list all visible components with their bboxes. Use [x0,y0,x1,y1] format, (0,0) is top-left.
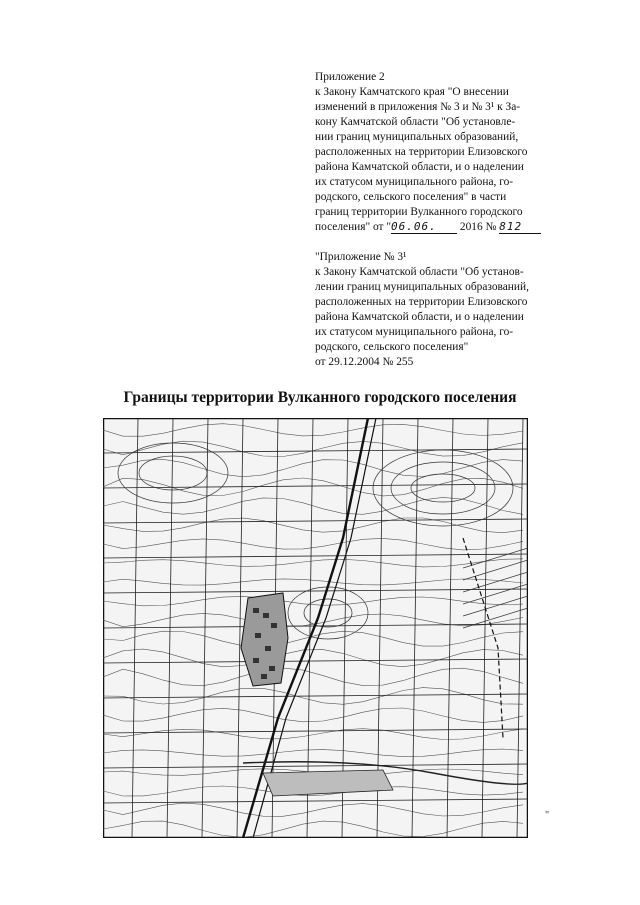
year-text: 2016 № [459,221,497,233]
topographic-map [103,418,528,838]
appendix-3-line: от 29.12.2004 № 255 [315,356,414,368]
appendix-2-line: расположенных на территории Елизовского [315,146,528,158]
handwritten-date: 06.06. [391,220,457,234]
appendix-3-line: лении границ муниципальных образований, [315,281,529,293]
appendix-2-line: границ территории Вулканного городского [315,206,523,218]
page-title: Границы территории Вулканного городского поселения [123,389,517,406]
appendix-2-line: кону Камчатской области "Об установле- [315,116,516,128]
appendix-3-heading: "Приложение № 3¹ [315,251,407,263]
appendix-2-line: их статусом муниципального района, го- [315,176,514,188]
date-prefix: поселения" от " [315,221,392,233]
appendix-2-line: изменений в приложения № 3 и № 3¹ к За- [315,101,521,113]
appendix-2-line: района Камчатской области, и о наделении [315,161,524,173]
corner-mark: " [545,810,550,821]
appendix-3-line: к Закону Камчатской области "Об установ- [315,266,524,278]
appendix-3-line: их статусом муниципального района, го- [315,326,514,338]
appendix-2-line: нии границ муниципальных образований, [315,131,519,143]
appendix-3-line: родского, сельского поселения" [315,341,469,353]
appendix-2-date-line [315,220,555,235]
appendix-2-heading: Приложение 2 [315,71,385,83]
appendix-3-line: района Камчатской области, и о наделении [315,311,524,323]
appendix-2-line: к Закону Камчатского края "О внесении [315,86,509,98]
appendix-3-line: расположенных на территории Елизовского [315,296,528,308]
appendix-2-line: родского, сельского поселения" в части [315,191,507,203]
appendix-2-block [315,70,555,235]
appendix-3-block [315,250,555,370]
handwritten-number: 812 [499,220,541,234]
map-svg [103,418,528,838]
